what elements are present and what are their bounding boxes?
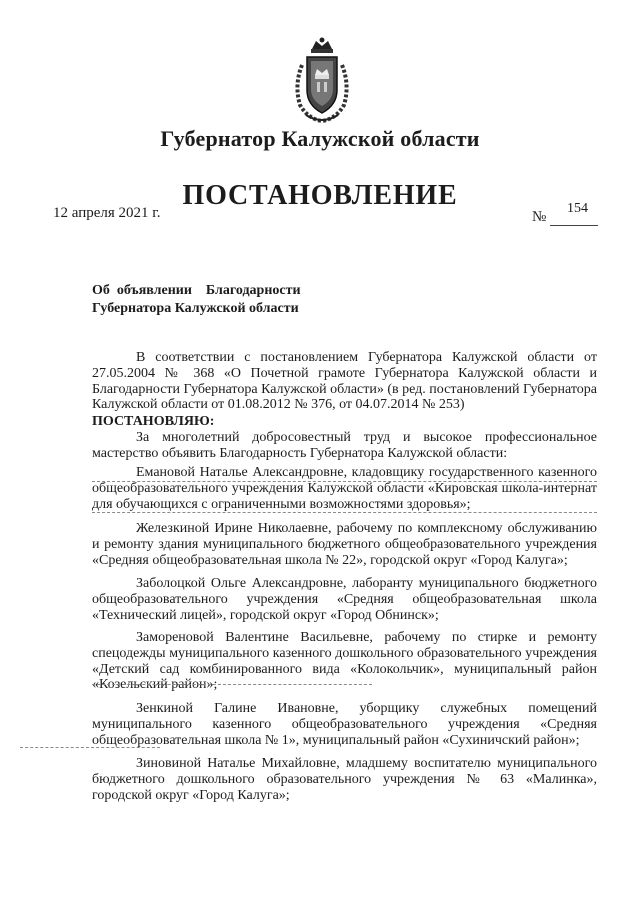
issuer-title: Губернатор Калужской области (160, 126, 480, 151)
preamble-paragraph: За многолетний добросовестный труд и высокое профессиональное мастерство объявить Благодарность Губернатора Калужской области: (92, 430, 597, 461)
recipient-paragraph: Емановой Наталье Александровне, кладовщику государственного казенного общеобразовательного учреждения Калужской области «Кировская школа-интернат для обучающихся с ограниченными возможностями здоровья»; (92, 465, 597, 512)
kaluga-coat-of-arms-icon (290, 35, 354, 125)
intro-paragraph: В соответствии с постановлением Губернатора Калужской области от 27.05.2004 № 368 «О Почетной грамоте Губернатора Калужской области и Благодарности Губернатора Калужской области» (в ред. постановлений Губернатора Калужской области от 01.08.2012 № 376, от 04.07.2014 № 253) (92, 350, 597, 413)
document-number-label: № (532, 209, 547, 225)
document-subject (92, 282, 332, 318)
subject-line-1: Об объявлении Благодарности (92, 283, 301, 298)
recipient-paragraph: Зиновиной Наталье Михайловне, младшему воспитателю муниципального бюджетного дошкольного образовательного учреждения № 63 «Малинка», городской округ «Город Калуга»; (92, 756, 597, 803)
scan-artifact-line (20, 747, 160, 748)
document-date: 12 апреля 2021 г. (53, 205, 161, 221)
document-type: ПОСТАНОВЛЕНИЕ (182, 180, 458, 211)
scan-artifact-line (92, 512, 597, 513)
scan-artifact-line (92, 481, 597, 482)
decree-word: ПОСТАНОВЛЯЮ: (92, 414, 215, 429)
recipient-paragraph: Заболоцкой Ольге Александровне, лаборанту муниципального бюджетного общеобразовательного учреждения «Средняя общеобразовательная школа «Технический лицей», городской округ «Город Обнинск»; (92, 576, 597, 623)
document-number: 154 (567, 201, 588, 216)
recipient-paragraph: Зенкиной Галине Ивановне, уборщику служебных помещений муниципального казенного общеобразовательного учреждения «Средняя общеобразовательная школа № 1», муниципальный район «Сухиничский район»; (92, 701, 597, 748)
document-number-underline (550, 225, 598, 226)
recipient-paragraph: Железкиной Ирине Николаевне, рабочему по комплексному обслуживанию и ремонту здания муниципального бюджетного общеобразовательного учреждения «Средняя общеобразовательная школа № 22», городской округ «Город Калуга»; (92, 521, 597, 568)
scan-artifact-line (92, 684, 372, 685)
recipient-paragraph: Замореновой Валентине Васильевне, рабочему по стирке и ремонту спецодежды муниципального казенного дошкольного образовательного учреждения «Детский сад комбинированного вида «Колокольчик», муниципальный район «Козельский район»; (92, 630, 597, 693)
subject-line-2: Губернатора Калужской области (92, 301, 299, 316)
